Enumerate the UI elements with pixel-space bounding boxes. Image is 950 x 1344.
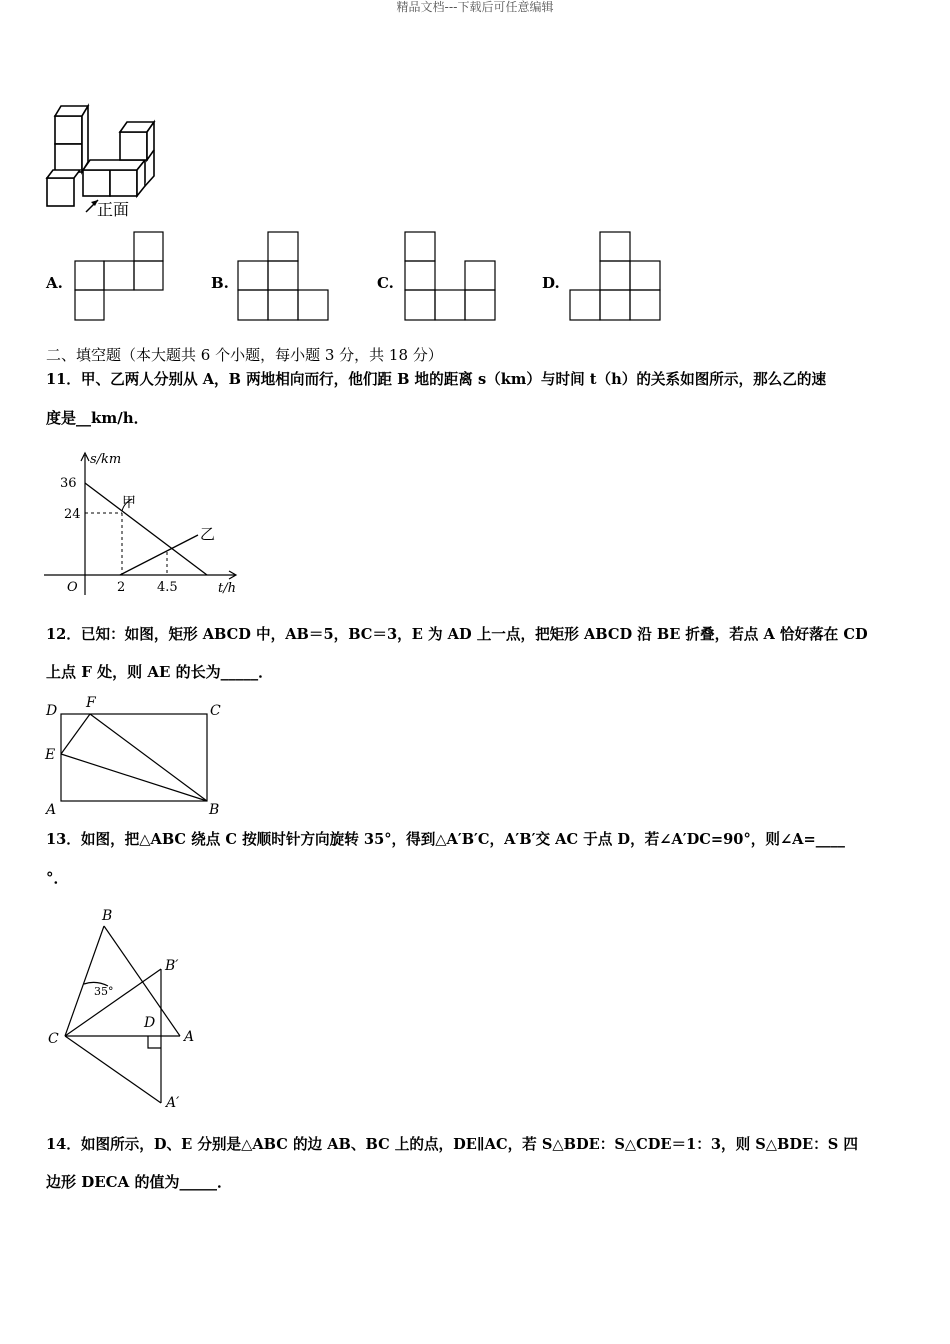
label-a: A [46,802,57,816]
x-tick-2: 2 [117,580,126,595]
y-tick-36: 36 [60,476,77,491]
section-title: 二、填空题（本大题共 6 个小题，每小题 3 分，共 18 分） [46,346,443,364]
label-d: D [144,1015,156,1031]
option-d-label[interactable]: D. [542,274,560,292]
label-c: C [48,1031,59,1047]
line-label-yi: 乙 [200,525,216,543]
q13-rotation-figure [40,902,210,1117]
line-label-jia: 甲 [122,495,136,511]
label-b-prime: B′ [165,958,179,974]
q14-text-line1: 14．如图所示，D、E 分别是△ABC 的边 AB、BC 上的点，DE∥AC，若 S△BDE：S△CDE＝1：3，则 S△BDE：S 四 [46,1136,858,1153]
x-tick-4-5: 4.5 [157,580,178,595]
page-header: 精品文档---下载后可任意编辑 [396,0,554,14]
option-d-figure[interactable] [569,231,663,323]
x-axis-label: t/h [218,581,236,596]
option-a-label[interactable]: A. [46,274,63,292]
q12-text-line2: 上点 F 处，则 AE 的长为_____． [46,663,274,681]
option-c-label[interactable]: C. [377,274,394,292]
q14-text-line2: 边形 DECA 的值为_____． [46,1173,232,1191]
option-a-figure[interactable] [74,231,166,323]
front-label: 正面 [97,200,130,219]
option-c-figure[interactable] [404,231,498,323]
label-e: E [45,747,56,763]
q12-rectangle-figure [40,692,230,816]
q13-text-line2: °． [46,869,69,887]
q11-text-line2: 度是__km/h． [46,409,149,427]
y-tick-24: 24 [64,507,81,522]
q11-text-line1: 11．甲、乙两人分别从 A，B 两地相向而行，他们距 B 地的距离 s（km）与时间 t（h）的关系如图所示，那么乙的速 [46,371,827,388]
label-b: B [209,802,220,816]
option-b-label[interactable]: B. [211,274,229,292]
option-b-figure[interactable] [237,231,331,323]
angle-label: 35° [94,985,114,998]
label-d: D [46,703,58,719]
label-b: B [102,908,113,924]
q13-text-line1: 13．如图，把△ABC 绕点 C 按顺时针方向旋转 35°，得到△A′B′C，A′B′交 AC 于点 D，若∠A′DC=90°，则∠A=____ [46,831,845,848]
label-a: A [184,1029,195,1045]
q12-text-line1: 12．已知：如图，矩形 ABCD 中，AB＝5，BC＝3，E 为 AD 上一点，把矩形 ABCD 沿 BE 折叠，若点 A 恰好落在 CD [46,626,868,643]
y-axis-label: s/km [90,452,122,467]
origin-label: O [67,580,78,595]
q11-graph [40,445,250,597]
label-f: F [86,695,96,711]
label-c: C [210,703,221,719]
label-a-prime: A′ [166,1095,180,1111]
